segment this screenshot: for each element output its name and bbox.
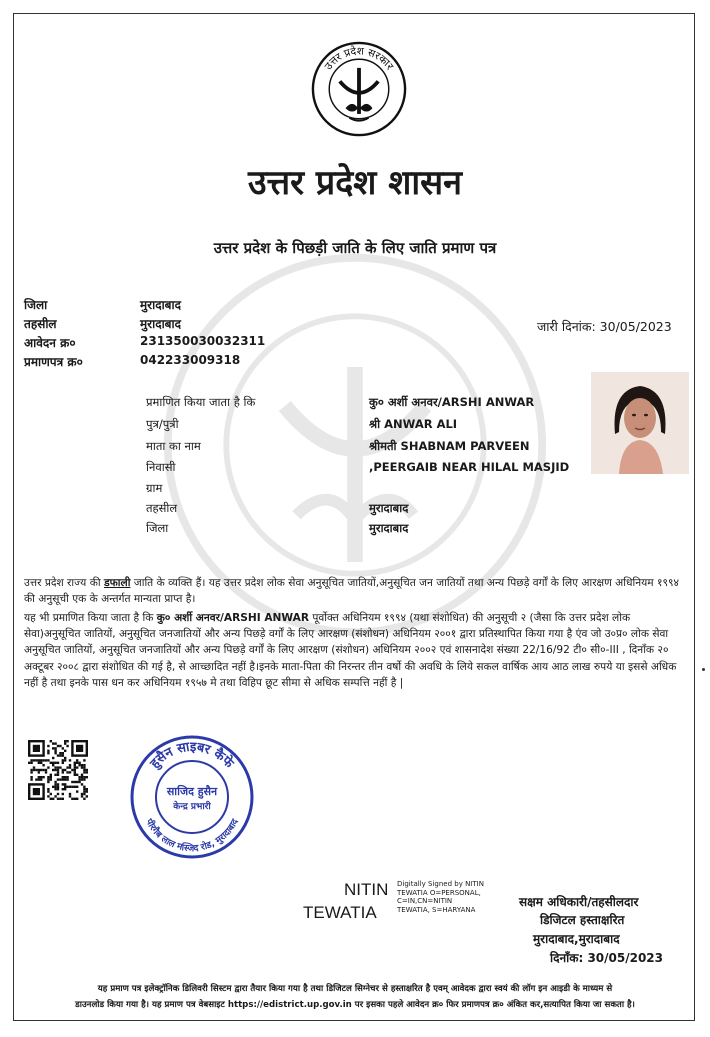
page-title: उत्तर प्रदेश शासन	[247, 163, 462, 203]
officer-digital-signed: डिजिटल हस्ताक्षरित	[540, 913, 625, 927]
certified-name: कु० अर्शी अनवर/ARSHI ANWAR	[156, 612, 309, 624]
qr-code[interactable]	[28, 740, 88, 800]
district-label: जिला	[24, 298, 48, 312]
detail-label: ग्राम	[146, 481, 163, 495]
applicant-name: कु० अर्शी अनवर/ARSHI ANWAR	[369, 395, 535, 409]
tehsil-value: मुरादाबाद	[140, 317, 182, 331]
signer-name-line1: NITIN	[344, 880, 389, 899]
footer-note: यह प्रमाण पत्र इलेक्ट्रॉनिक डिलिवरी सिस्टम द्वारा तैयार किया गया है तथा डिजिटल सिग्नेचर से हस्ताक्षरित है एवम् आवेदक द्वारा स्वयं की लॉग इन आइडी के माध्यम से डाउनलोड किया गया है। यह प्रमाण पत्र वेबसाइट https://edistrict.up.gov.in पर इसका पहले आवेदन क्र० फिर प्रमाणपत्र क्र० अंकित कर,सत्यापित किया जा सकता है।	[75, 984, 635, 1010]
seal-bottom-text: पीरगैब लाल मस्जिद रोड, मुरादाबाद	[143, 817, 241, 855]
officer-date: दिनाँक: 30/05/2023	[550, 951, 664, 965]
seal-name: साजिद हुसैन	[166, 785, 218, 798]
certificate-label: प्रमाणपत्र क्र०	[24, 355, 83, 369]
seal-top-text: हुसैन साइबर कैफे	[147, 739, 237, 772]
detail-label: निवासी	[146, 460, 176, 474]
district-value: मुरादाबाद	[140, 298, 182, 312]
applicant-photo	[591, 372, 689, 474]
application-label: आवेदन क्र०	[24, 336, 76, 350]
emblem-text: उत्तर प्रदेश सरकार	[322, 45, 396, 73]
officer-place: मुरादाबाद,मुरादाबाद	[533, 932, 620, 946]
application-number: 231350030032311	[140, 334, 266, 348]
digital-signature-details: Digitally Signed by NITIN TEWATIA O=PERSONAL, C=IN,CN=NITIN TEWATIA, S=HARYANA	[397, 880, 484, 914]
seal-role: केन्द्र प्रभारी	[173, 802, 211, 812]
detail-label: जिला	[146, 521, 169, 535]
certificate-number: 042233009318	[140, 353, 241, 367]
seal-stamp	[128, 733, 256, 861]
detail-label: पुत्र/पुत्री	[146, 417, 179, 431]
issue-date: जारी दिनांक: 30/05/2023	[537, 319, 672, 334]
address: ,PEERGAIB NEAR HILAL MASJID	[369, 460, 570, 474]
father-name: श्री ANWAR ALI	[369, 417, 458, 431]
certificate-subtitle: उत्तर प्रदेश के पिछड़ी जाति के लिए जाति प्रमाण पत्र	[213, 239, 497, 257]
svg-text:पीरगैब लाल मस्जिद रोड, मुरादाब	[143, 816, 241, 855]
signer-name-line2: TEWATIA	[303, 903, 377, 922]
officer-title: सक्षम अधिकारी/तहसीलदार	[519, 895, 639, 909]
detail-label: तहसील	[146, 501, 178, 515]
stray-dot	[702, 668, 705, 671]
tehsil-label: तहसील	[24, 317, 57, 331]
up-government-emblem-icon	[311, 41, 407, 137]
detail-tehsil: मुरादाबाद	[369, 501, 409, 515]
detail-label: प्रमाणित किया जाता है कि	[146, 395, 256, 409]
certification-statement: यह भी प्रमाणित किया जाता है कि कु० अर्शी अनवर/ARSHI ANWAR पूर्वोक्त अधिनियम १९९४ (यथा संशोधित) की अनुसूची २ (जैसा कि उत्तर प्रदेश लोक सेवा)अनुसूचित जातियों, अनुसूचित जनजातियों और अन्य पिछड़े वर्गों के लिए आरक्षण (संशोधन) अधिनियम २००१ द्वारा प्रतिस्थापित किया गया है एंव जो उ०प्र० लोक सेवा अनुसूचित जातियों, अनुसूचित जनजातियों और अन्य पिछड़े वर्गों के लिए आरक्षण (संशोधन) अधिनियम २००२ एवं शासनादेश संख्या 22/16/92 टी० सी०-III , दिनाँक २० अक्टूबर २००८ द्वारा संशोधित की गई है, से आच्छादित नहीं है।इनके माता-पिता की निरन्तर तीन वर्षो की अवधि के लिये सकल वार्षिक आय आठ लाख रुपये या इससे अधिक नहीं है तथा इनके पास धन कर अधिनियम १९५७ मे तथा विहिप छूट सीमा से अधिक सम्पत्ति नहीं है |	[24, 612, 677, 689]
caste-statement: उत्तर प्रदेश राज्य की डफाली जाति के व्यक्ति हैं। यह उत्तर प्रदेश लोक सेवा अनुसूचित जातियों,अनुसूचित जन जातियों तथा अन्य पिछड़े वर्गों के लिए आरक्षण अधिनियम १९९४ की अनुसूची एक के अन्तर्गत मान्यता प्राप्त है।	[24, 577, 680, 606]
caste-name: डफाली	[103, 577, 131, 589]
mother-name: श्रीमती SHABNAM PARVEEN	[369, 439, 530, 453]
detail-label: माता का नाम	[146, 439, 201, 453]
detail-district: मुरादाबाद	[369, 521, 409, 535]
